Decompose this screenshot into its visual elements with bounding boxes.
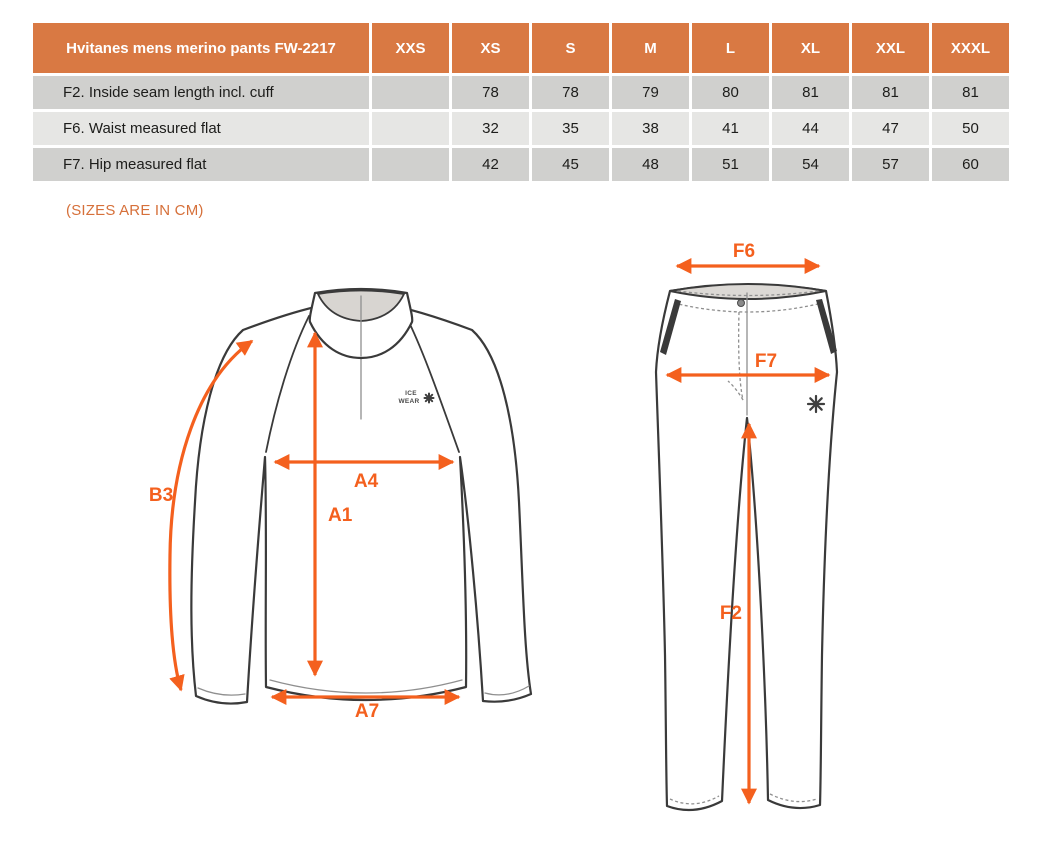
table-cell: 48	[612, 148, 689, 181]
size-col-m: M	[612, 23, 689, 73]
table-row-f7	[33, 148, 1009, 181]
table-cell: 32	[452, 112, 529, 145]
table-cell: 41	[692, 112, 769, 145]
table-cell: 51	[692, 148, 769, 181]
table-cell: 81	[772, 76, 849, 109]
size-col-xxxl: XXXL	[932, 23, 1009, 73]
table-row-f2	[33, 76, 1009, 109]
pants-snowflake-logo	[808, 396, 824, 412]
table-cell: 78	[532, 76, 609, 109]
label-a4: A4	[353, 471, 379, 492]
table-cell: 81	[852, 76, 929, 109]
size-col-s: S	[532, 23, 609, 73]
table-cell: 47	[852, 112, 929, 145]
table-cell: 44	[772, 112, 849, 145]
waist-button	[738, 300, 745, 307]
size-col-xs: XS	[452, 23, 529, 73]
table-cell: 79	[612, 76, 689, 109]
logo-text-line2: WEAR	[398, 398, 420, 405]
sizes-unit-note: (SIZES ARE IN CM)	[66, 202, 204, 219]
product-title-cell: Hvitanes mens merino pants FW-2217	[33, 23, 369, 73]
label-f7: F7	[754, 351, 778, 372]
logo-text-line1: ICE	[405, 390, 417, 397]
size-table-header-row	[33, 23, 1009, 73]
label-f6: F6	[732, 241, 756, 262]
label-f2: F2	[719, 603, 742, 624]
table-cell	[372, 112, 449, 145]
table-cell: 45	[532, 148, 609, 181]
garment-measure-diagrams	[0, 230, 1038, 857]
row-label-f6: F6. Waist measured flat	[33, 112, 369, 145]
table-row-f6	[33, 112, 1009, 145]
table-cell	[372, 76, 449, 109]
label-a7: A7	[354, 701, 380, 722]
row-label-f2: F2. Inside seam length incl. cuff	[33, 76, 369, 109]
pants-diagram	[656, 241, 837, 810]
table-cell: 78	[452, 76, 529, 109]
table-cell: 50	[932, 112, 1009, 145]
table-cell: 54	[772, 148, 849, 181]
table-cell: 38	[612, 112, 689, 145]
table-cell: 57	[852, 148, 929, 181]
row-label-f7: F7. Hip measured flat	[33, 148, 369, 181]
label-b3: B3	[148, 485, 174, 506]
shirt-diagram	[149, 289, 531, 722]
table-cell: 42	[452, 148, 529, 181]
table-cell	[372, 148, 449, 181]
table-cell: 80	[692, 76, 769, 109]
logo-snowflake-icon	[425, 394, 434, 403]
size-col-xxs: XXS	[372, 23, 449, 73]
table-cell: 35	[532, 112, 609, 145]
size-col-xl: XL	[772, 23, 849, 73]
size-table	[30, 20, 1012, 184]
size-col-l: L	[692, 23, 769, 73]
table-cell: 60	[932, 148, 1009, 181]
table-cell: 81	[932, 76, 1009, 109]
label-a1: A1	[328, 505, 353, 526]
size-col-xxl: XXL	[852, 23, 929, 73]
